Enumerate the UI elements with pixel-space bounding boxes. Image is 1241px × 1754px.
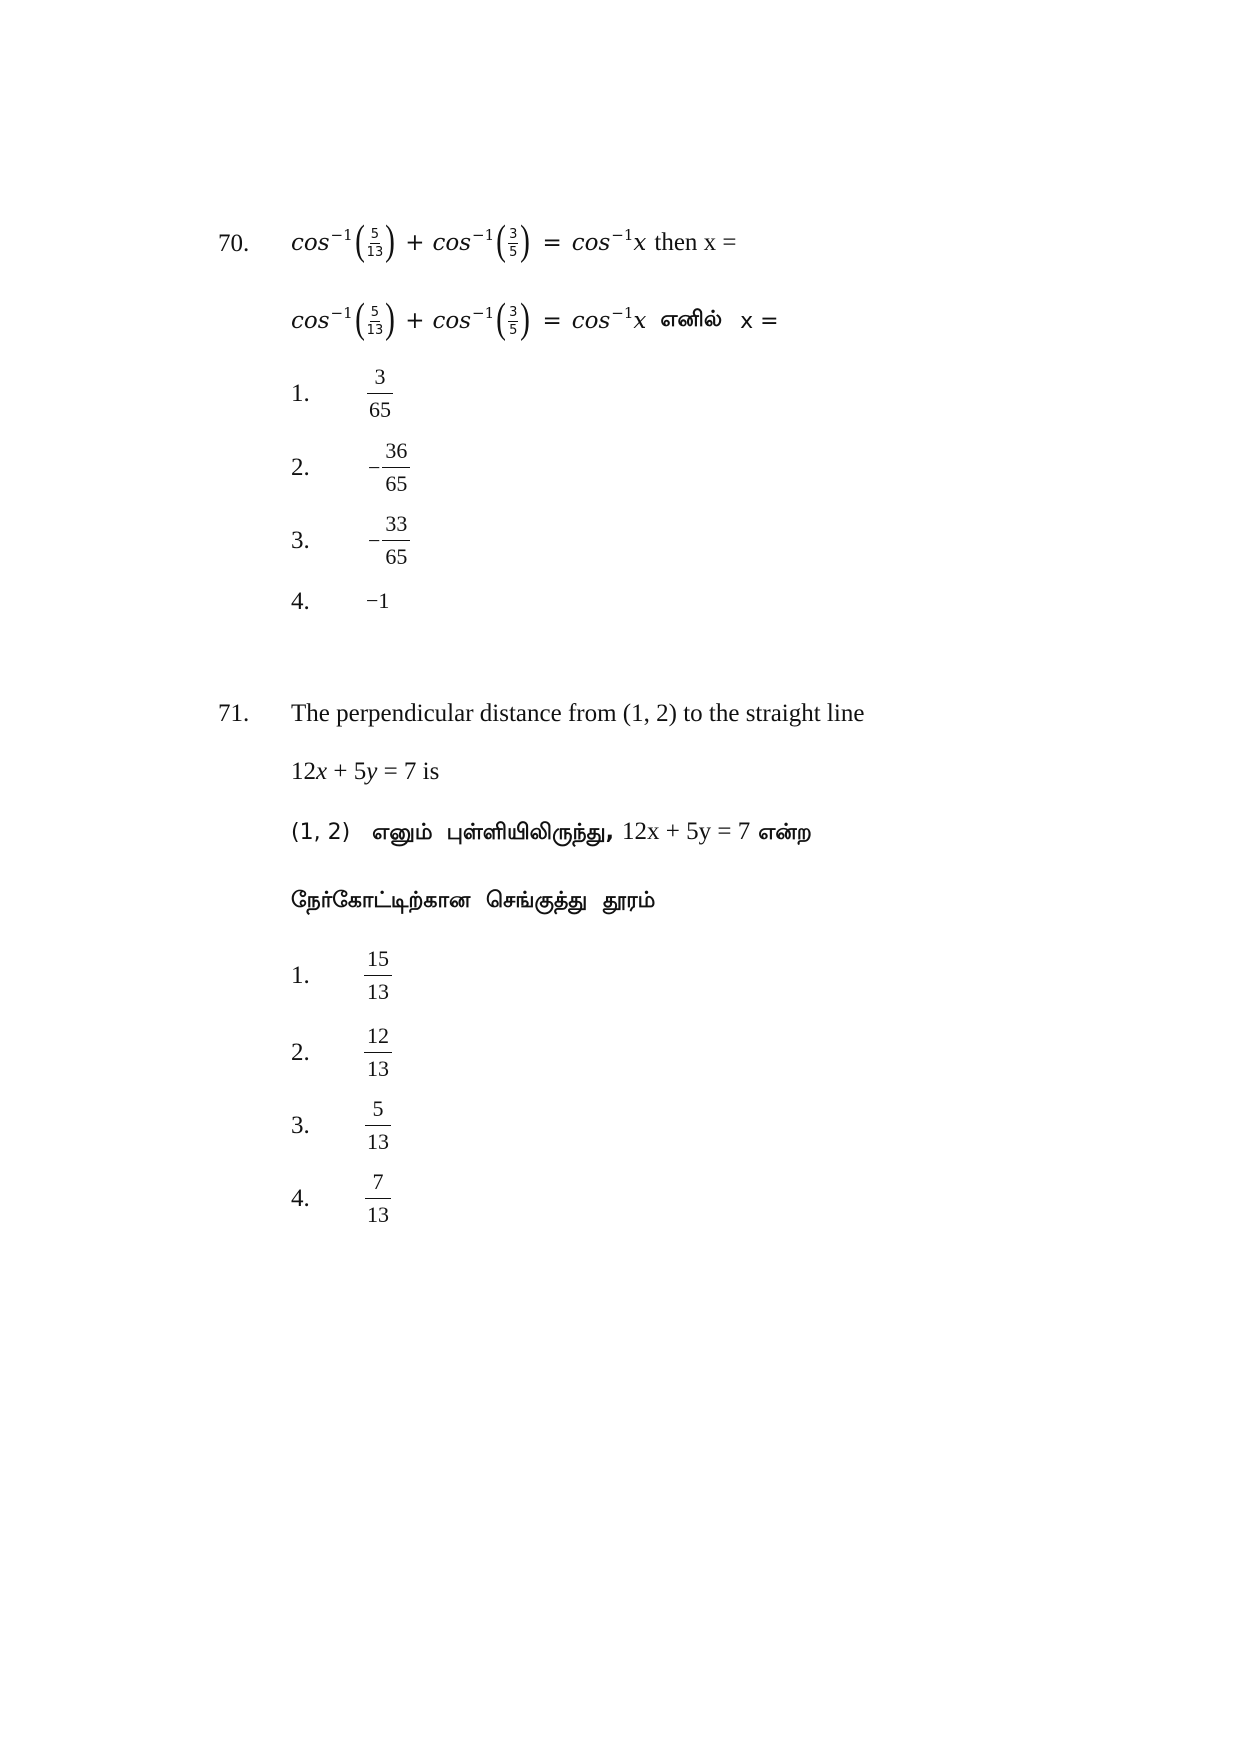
q71-option-3-label: 3. — [291, 1112, 310, 1139]
q70-option-1-label: 1. — [291, 380, 310, 407]
q70-then-x: then x = — [654, 229, 737, 256]
cos-term-rhs: $\cos^{-1}x$ — [571, 226, 647, 256]
q70-option-2-label: 2. — [291, 454, 310, 481]
q71-english-line-2: 12x + 5y = 7 is — [291, 758, 440, 785]
cos-term-2: $\cos^{-1}$ — [432, 226, 495, 256]
q70-option-1-value[interactable]: $\frac{3}{65}$ — [369, 364, 391, 422]
q71-tamil-line-1: (1, 2) எனும் புள்ளியிலிருந்து, 12x + 5y = 7 என்ற — [291, 818, 812, 845]
q71-option-1-label: 1. — [291, 962, 310, 989]
q71-option-2-value[interactable]: $\frac{12}{13}$ — [364, 1025, 392, 1080]
fraction-3-5: ( $\frac{3}{5}$ ) — [496, 218, 531, 264]
q70-equation-english: $\cos^{-1}$ ( $\frac{5}{13}$ ) + $\cos^{-1}$ ( $\frac{3}{5}$ ) = $\cos^{-1}x$ then x = — [291, 218, 737, 264]
q70-option-3-value[interactable]: − $\frac{33}{65}$ — [368, 513, 410, 568]
cos-term-1: $\cos^{-1}$ — [291, 226, 353, 256]
q71-option-2-label: 2. — [291, 1039, 310, 1066]
fraction-5-13: ( $\frac{5}{13}$ ) — [354, 218, 396, 264]
q70-option-2-value[interactable]: − $\frac{36}{65}$ — [368, 440, 410, 495]
q70-option-4-label: 4. — [291, 588, 310, 615]
q70-option-4-value[interactable]: −1 — [366, 588, 390, 613]
q70-option-3-label: 3. — [291, 527, 310, 554]
q71-option-3-value[interactable]: $\frac{5}{13}$ — [367, 1096, 389, 1154]
q71-tamil-line-2: நேர்கோட்டிற்கான செங்குத்து தூரம் — [291, 888, 656, 913]
q71-option-4-value[interactable]: $\frac{7}{13}$ — [367, 1169, 389, 1227]
question-number-71: 71. — [218, 700, 250, 727]
q71-option-4-label: 4. — [291, 1185, 310, 1212]
tamil-enil: எனில் — [660, 307, 723, 332]
q71-english-line-1: The perpendicular distance from (1, 2) to the straight line — [291, 700, 865, 727]
question-number-70: 70. — [218, 230, 250, 257]
q71-option-1-value[interactable]: $\frac{15}{13}$ — [364, 948, 392, 1003]
q70-equation-tamil: $\cos^{-1}$ ( $\frac{5}{13}$ ) + $\cos^{-1}$ ( $\frac{3}{5}$ ) = $\cos^{-1}x$ எனில் x = — [291, 296, 779, 342]
